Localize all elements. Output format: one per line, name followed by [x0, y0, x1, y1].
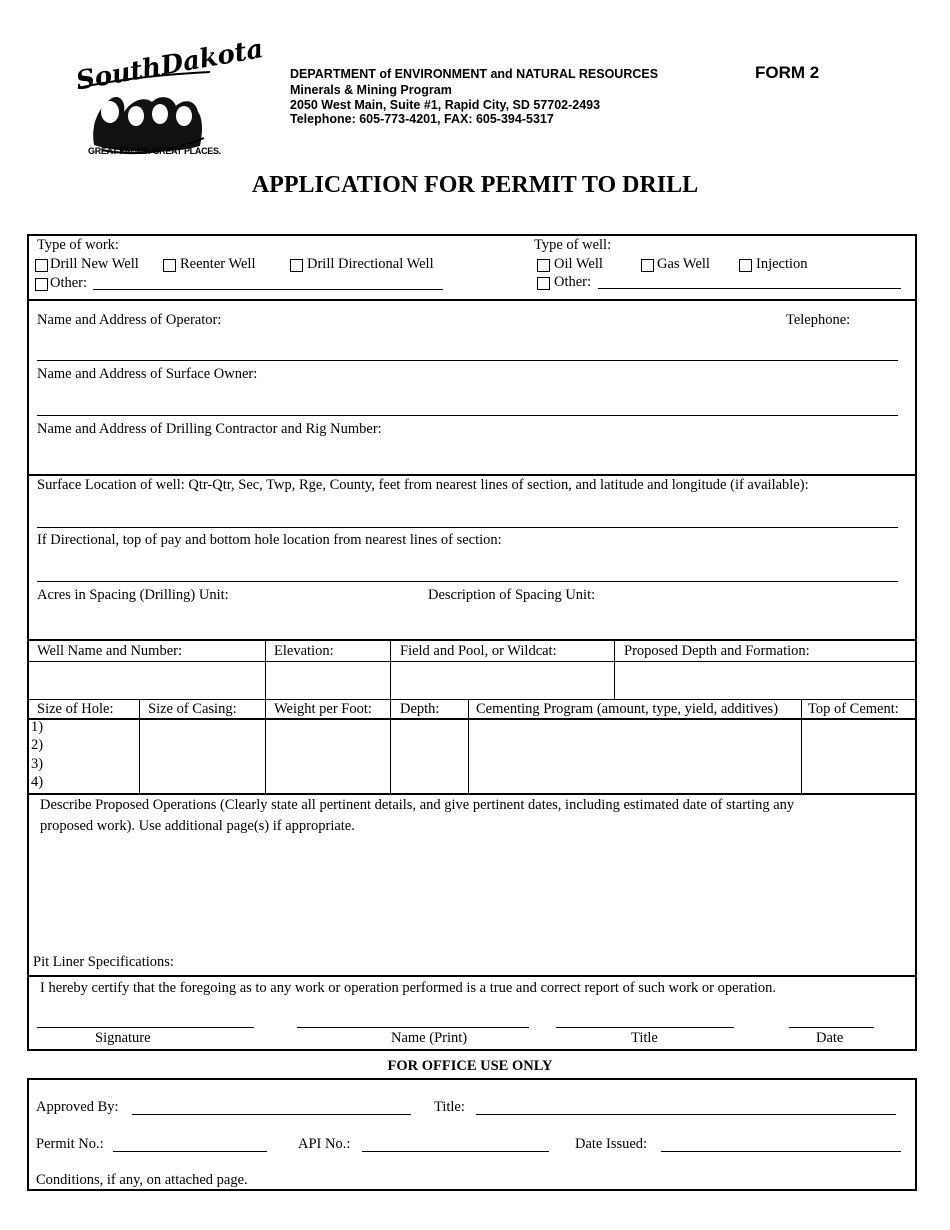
well-type-oil-label: Oil Well [554, 256, 603, 272]
well-type-gas-label: Gas Well [657, 256, 710, 272]
api-no-label: API No.: [298, 1136, 351, 1152]
well-type-other-checkbox[interactable] [537, 277, 550, 290]
date-label: Date [816, 1030, 844, 1046]
divider [27, 474, 917, 476]
signature-field[interactable] [37, 1027, 254, 1028]
work-type-reenter-label: Reenter Well [180, 256, 256, 272]
well-type-other-label: Other: [554, 274, 592, 290]
casing-row-3-label: 3) [31, 756, 44, 772]
work-type-drill-new-checkbox[interactable] [35, 259, 48, 272]
permit-no-label: Permit No.: [36, 1136, 104, 1152]
elevation-label: Elevation: [274, 643, 334, 659]
operations-field[interactable] [30, 840, 914, 948]
casing-header-top-cement: Top of Cement: [808, 701, 899, 717]
surface-location-label: Surface Location of well: Qtr-Qtr, Sec, Twp, Rge, County, feet from nearest lines of section, and latitude and longitude (if available): [37, 477, 809, 493]
office-title-field[interactable] [476, 1114, 896, 1115]
well-type-oil-checkbox[interactable] [537, 259, 550, 272]
casing-header-hole: Size of Hole: [37, 701, 114, 717]
surface-owner-label: Name and Address of Surface Owner: [37, 366, 258, 382]
casing-row-2-label: 2) [31, 737, 44, 753]
casing-table-fields[interactable] [52, 720, 914, 792]
divider [27, 793, 917, 795]
well-type-injection-checkbox[interactable] [739, 259, 752, 272]
page-title: APPLICATION FOR PERMIT TO DRILL [251, 172, 699, 198]
title-label: Title [631, 1030, 658, 1046]
directional-location-label: If Directional, top of pay and bottom hole location from nearest lines of section: [37, 532, 502, 548]
office-use-heading: FOR OFFICE USE ONLY [387, 1058, 553, 1074]
approved-by-label: Approved By: [36, 1099, 119, 1115]
form-number: FORM 2 [755, 63, 820, 82]
state-logo [72, 34, 266, 160]
directional-location-field[interactable] [37, 581, 898, 582]
name-print-label: Name (Print) [391, 1030, 468, 1046]
surface-location-field[interactable] [37, 527, 898, 528]
well-name-field[interactable] [29, 663, 265, 698]
work-type-drill-new-label: Drill New Well [50, 256, 139, 272]
operations-line-2: proposed work). Use additional page(s) if appropriate. [40, 818, 355, 834]
state-logo-icon [72, 34, 266, 160]
divider [614, 639, 615, 699]
divider [27, 975, 917, 977]
well-type-injection-label: Injection [756, 256, 808, 272]
office-title-label: Title: [434, 1099, 465, 1115]
spacing-desc-label: Description of Spacing Unit: [428, 587, 596, 603]
divider [27, 299, 917, 301]
name-print-field[interactable] [297, 1027, 529, 1028]
date-issued-label: Date Issued: [575, 1136, 648, 1152]
department-phone: Telephone: 605-773-4201, FAX: 605-394-5317 [290, 112, 554, 126]
contractor-label: Name and Address of Drilling Contractor and Rig Number: [37, 421, 382, 437]
well-type-gas-checkbox[interactable] [641, 259, 654, 272]
conditions-label: Conditions, if any, on attached page. [36, 1172, 248, 1188]
divider [390, 639, 391, 699]
department-name: DEPARTMENT of ENVIRONMENT and NATURAL RESOURCES [290, 67, 659, 81]
operator-phone-label: Telephone: [786, 312, 851, 328]
divider [27, 699, 917, 700]
work-type-other-label: Other: [50, 275, 88, 291]
surface-owner-field[interactable] [37, 415, 898, 416]
work-type-directional-checkbox[interactable] [290, 259, 303, 272]
casing-row-1-label: 1) [31, 719, 44, 735]
field-pool-label: Field and Pool, or Wildcat: [400, 643, 557, 659]
work-type-other-checkbox[interactable] [35, 278, 48, 291]
well-type-label: Type of well: [534, 237, 612, 253]
date-field[interactable] [789, 1027, 874, 1028]
casing-row-4-label: 4) [31, 774, 44, 790]
svg-text:SouthDakota: SouthDakota [73, 34, 266, 97]
pit-liner-label: Pit Liner Specifications: [33, 954, 174, 970]
operator-field[interactable] [37, 360, 898, 361]
work-type-reenter-checkbox[interactable] [163, 259, 176, 272]
permit-no-field[interactable] [113, 1151, 267, 1152]
casing-header-depth: Depth: [400, 701, 440, 717]
work-type-label: Type of work: [37, 237, 119, 253]
depth-formation-label: Proposed Depth and Formation: [624, 643, 810, 659]
casing-header-casing: Size of Casing: [148, 701, 237, 717]
well-type-other-field[interactable] [598, 288, 901, 289]
operations-line-1: Describe Proposed Operations (Clearly state all pertinent details, and give pertinent dates, including estimated date of starting any [40, 797, 795, 813]
approved-by-field[interactable] [132, 1114, 411, 1115]
date-issued-field[interactable] [661, 1151, 901, 1152]
well-name-label: Well Name and Number: [37, 643, 182, 659]
divider [27, 661, 917, 662]
operator-name-label: Name and Address of Operator: [37, 312, 222, 328]
acres-label: Acres in Spacing (Drilling) Unit: [37, 587, 229, 603]
field-pool-field[interactable] [392, 663, 614, 698]
title-field[interactable] [556, 1027, 734, 1028]
elevation-field[interactable] [267, 663, 390, 698]
logo-tagline: GREAT FACES. GREAT PLACES. [88, 146, 221, 156]
divider [27, 639, 917, 641]
certify-text: I hereby certify that the foregoing as to any work or operation performed is a true and correct report of such work or operation. [40, 980, 777, 996]
api-no-field[interactable] [362, 1151, 549, 1152]
casing-header-weight: Weight per Foot: [274, 701, 372, 717]
work-type-directional-label: Drill Directional Well [307, 256, 434, 272]
casing-header-cementing: Cementing Program (amount, type, yield, additives) [476, 701, 779, 717]
program-name: Minerals & Mining Program [290, 83, 452, 97]
divider [265, 639, 266, 699]
department-address: 2050 West Main, Suite #1, Rapid City, SD 57702-2493 [290, 98, 601, 112]
work-type-other-field[interactable] [93, 289, 443, 290]
signature-label: Signature [95, 1030, 151, 1046]
depth-formation-field[interactable] [616, 663, 914, 698]
